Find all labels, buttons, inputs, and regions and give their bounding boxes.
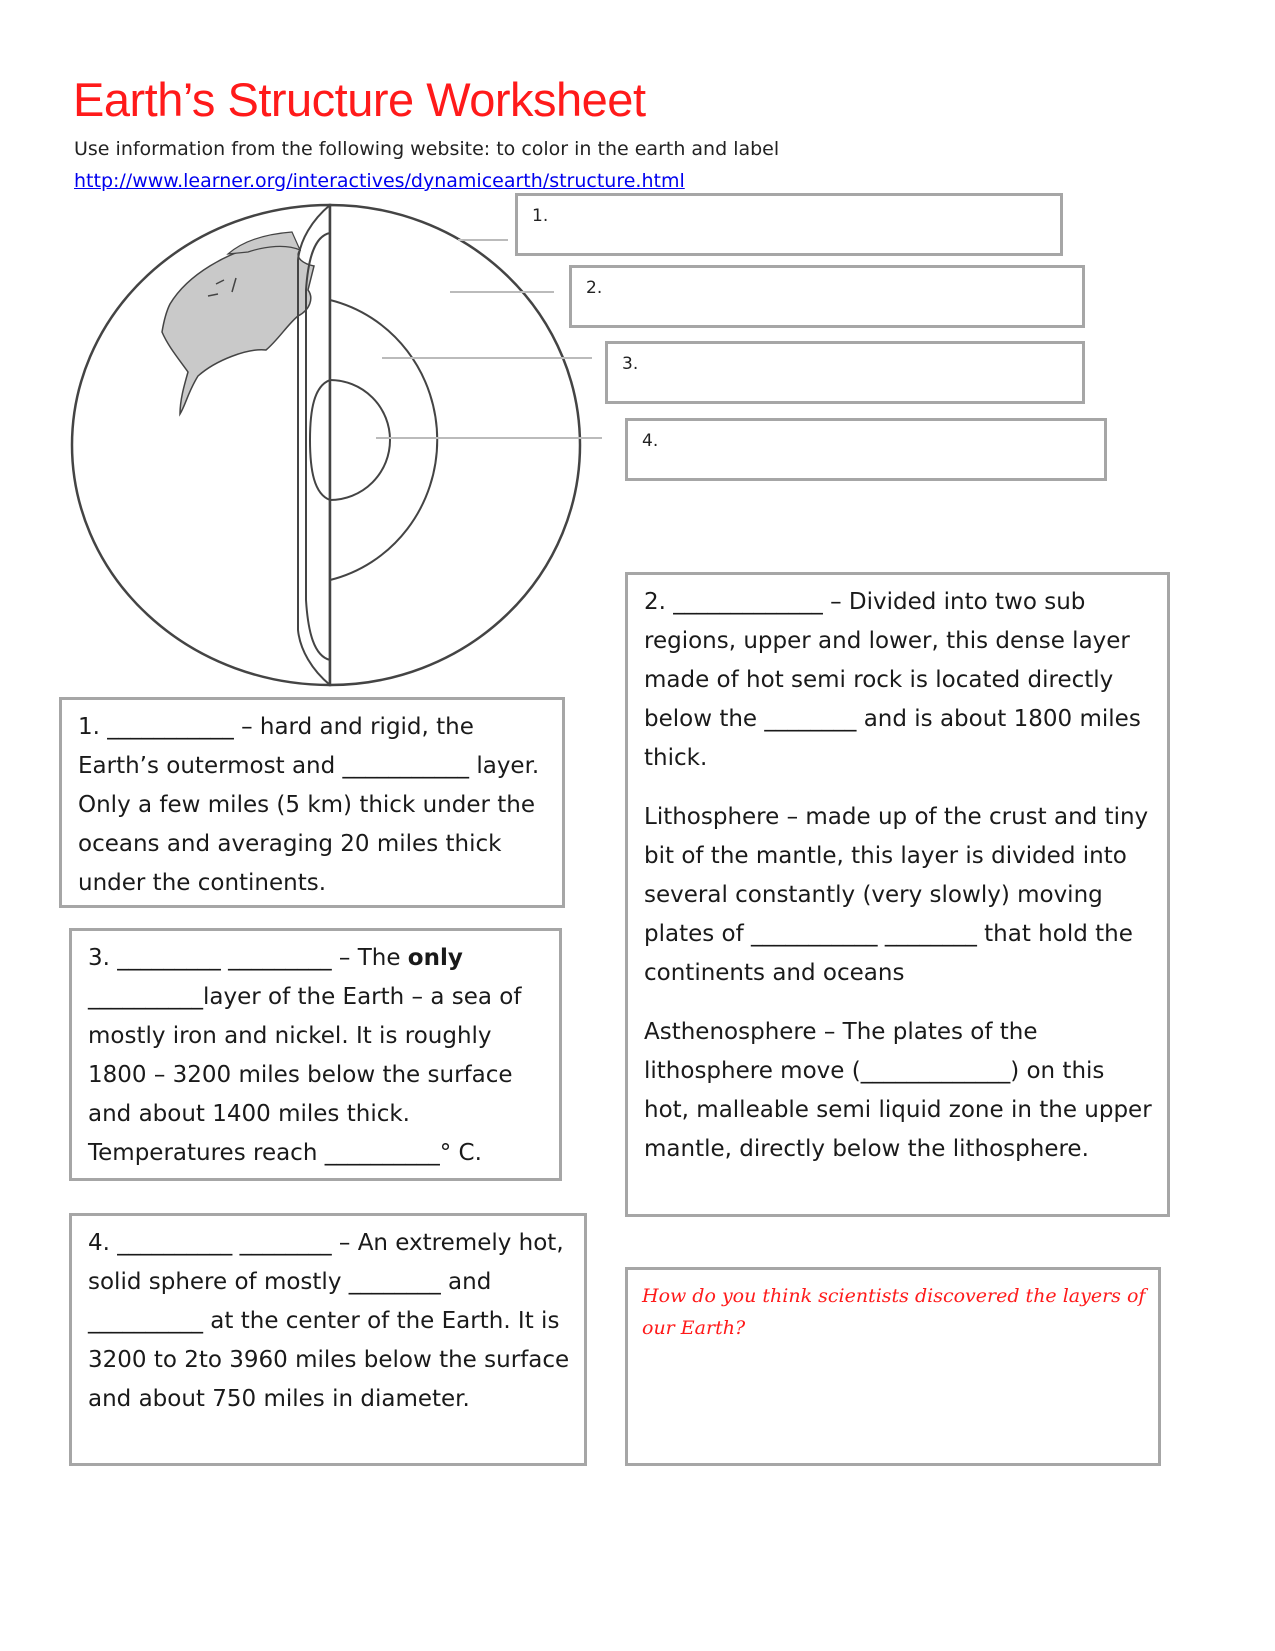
intro-text: Use information from the following website: to color in the earth and label xyxy=(74,138,780,160)
question-text: How do you think scientists discovered the layers of our Earth? xyxy=(642,1285,1146,1339)
mantle-description-box xyxy=(625,572,1170,1217)
website-link[interactable]: http://www.learner.org/interactives/dynamicearth/structure.html xyxy=(74,170,685,192)
crust-description-box xyxy=(59,697,565,908)
outer-core-description: 3. _________ _________ – The only __________layer of the Earth – a sea of mostly iron and nickel. It is roughly 1800 – 3200 miles below the surface and about 1400 miles thick. Temperatures reach __________° C. xyxy=(88,945,522,1166)
inner-core-description-box xyxy=(69,1213,587,1466)
page-title: Earth’s Structure Worksheet xyxy=(73,73,646,126)
mantle-description: 2. _____________ – Divided into two sub regions, upper and lower, this dense layer made of hot semi rock is located directly below the ________ and is about 1800 miles thick. xyxy=(644,589,1141,771)
diagram-label-box-2[interactable]: 2. xyxy=(569,265,1085,328)
outer-core-description-box xyxy=(69,928,562,1181)
inner-core-description: 4. __________ ________ – An extremely hot, solid sphere of mostly ________ and __________ at the center of the Earth. It is 3200 to 2to 3960 miles below the surface and about 750 miles in diameter. xyxy=(88,1230,570,1412)
diagram-label-box-1[interactable]: 1. xyxy=(515,193,1063,256)
earth-half-section xyxy=(330,205,580,685)
asthenosphere-description: Asthenosphere – The plates of the lithosphere move (_____________) on this hot, malleable semi liquid zone in the upper mantle, directly below the lithosphere. xyxy=(644,1019,1152,1162)
diagram-label-box-4[interactable]: 4. xyxy=(625,418,1107,481)
lithosphere-description: Lithosphere – made up of the crust and tiny bit of the mantle, this layer is divided into several constantly (very slowly) moving plates of ___________ ________ that hold the continents and oceans xyxy=(644,804,1149,986)
crust-description: 1. ___________ – hard and rigid, the Earth’s outermost and ___________ layer. Only a few miles (5 km) thick under the oceans and averaging 20 miles thick under the continents. xyxy=(78,714,540,896)
diagram-label-box-3[interactable]: 3. xyxy=(605,341,1085,404)
earth-cross-section-diagram xyxy=(68,200,628,690)
question-box[interactable] xyxy=(625,1267,1161,1466)
